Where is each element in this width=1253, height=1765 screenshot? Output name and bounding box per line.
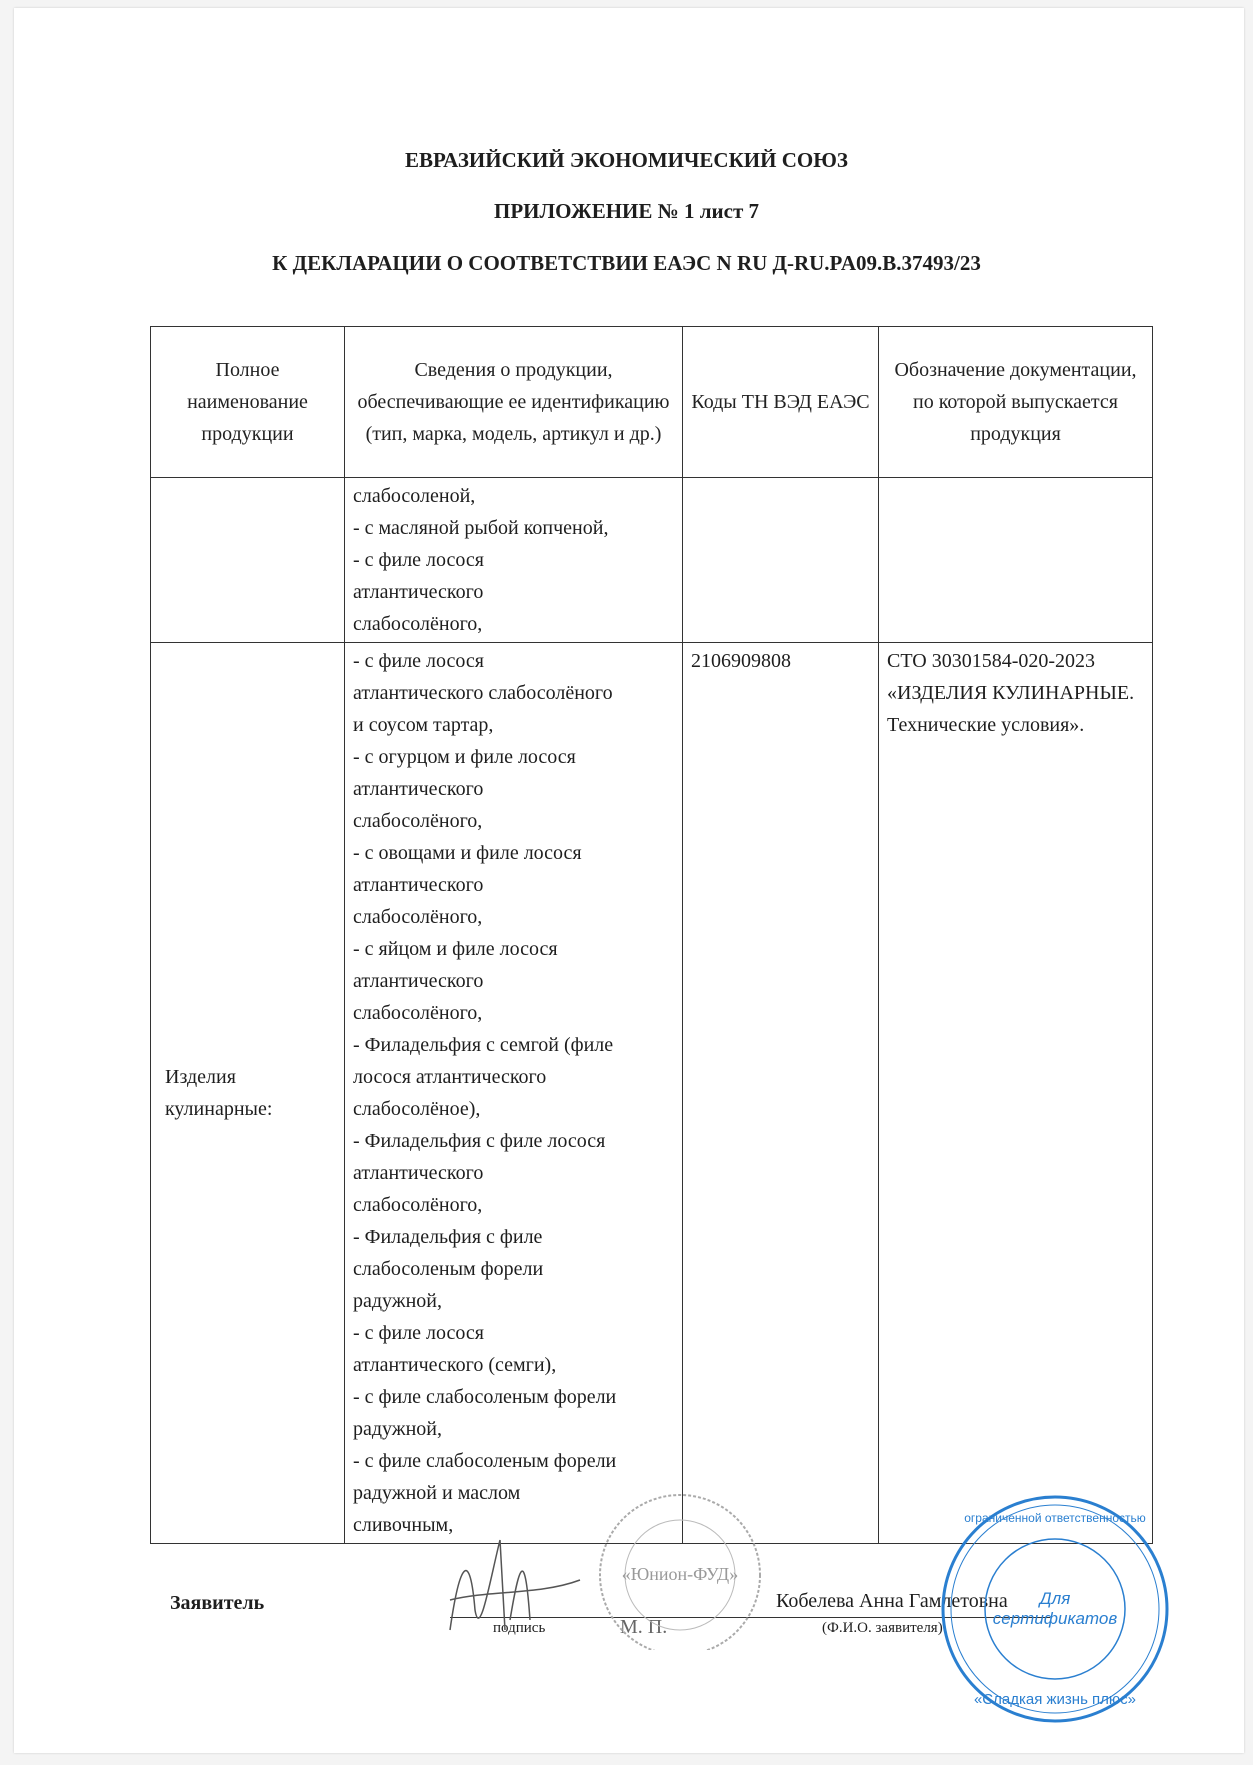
name-label: (Ф.И.О. заявителя) — [822, 1620, 943, 1636]
col-header-code: Коды ТН ВЭД ЕАЭС — [683, 327, 879, 478]
col-header-details: Сведения о продукции, обеспечивающие ее идентификацию (тип, марка, модель, артикул и др.) — [345, 327, 683, 478]
applicant-label: Заявитель — [170, 1592, 265, 1614]
blue-company-stamp — [935, 1492, 1175, 1727]
svg-text:«Юнион-ФУД»: «Юнион-ФУД» — [621, 1564, 739, 1584]
table-header-row — [151, 327, 1153, 478]
union-title: ЕВРАЗИЙСКИЙ ЭКОНОМИЧЕСКИЙ СОЮЗ — [405, 148, 848, 172]
col-header-name: Полное наименование продукции — [151, 327, 345, 478]
product-name — [151, 478, 345, 643]
product-name: Изделия кулинарные: — [151, 643, 345, 1544]
table-row — [151, 643, 1153, 1544]
signature-label: подпись — [493, 1620, 546, 1636]
svg-text:«Сладкая жизнь плюс»: «Сладкая жизнь плюс» — [973, 1691, 1137, 1708]
product-code — [683, 478, 879, 643]
table-row — [151, 478, 1153, 643]
product-doc — [879, 478, 1153, 643]
product-doc: СТО 30301584-020-2023 «ИЗДЕЛИЯ КУЛИНАРНЫЕ. Технические условия». — [879, 643, 1153, 1544]
col-header-doc: Обозначение документации, по которой выпускается продукция — [879, 327, 1153, 478]
svg-text:сертификатов: сертификатов — [992, 1609, 1118, 1628]
gray-company-seal — [580, 1480, 780, 1650]
product-details: слабосоленой, - с масляной рыбой копченой, - с филе лосося атлантического слабосолёного, — [345, 478, 683, 643]
svg-text:Для: Для — [1039, 1589, 1071, 1608]
products-table — [150, 326, 1153, 1544]
declaration-title: К ДЕКЛАРАЦИИ О СООТВЕТСТВИИ ЕАЭС N RU Д-RU.PA09.B.37493/23 — [272, 251, 981, 275]
seal-label: М. П. — [620, 1616, 668, 1638]
applicant-name: Кобелева Анна Гамлетовна — [776, 1590, 1008, 1612]
appendix-title: ПРИЛОЖЕНИЕ № 1 лист 7 — [493, 199, 760, 223]
product-details: - с филе лосося атлантического слабосолёного и соусом тартар, - с огурцом и филе лосося атлантического слабосолёного, - с овощами и филе лосося атлантического слабосолёного, - с яйцом и филе лосося атлантического слабосолёного, - Филадельфия с семгой (филе лосося атлантического слабосолёное), - Филадельфия с филе лосося атлантического слабосолёного, - Филадельфия с филе слабосоленым форели радужной, - с филе лосося атлантического (семги), - с филе слабосоленым форели радужной, - с филе слабосоленым форели радужной и маслом сливочным, — [345, 643, 683, 1544]
product-code: 2106909808 — [683, 643, 879, 1544]
svg-text:ограниченной ответственностью: ограниченной ответственностью — [964, 1511, 1146, 1525]
